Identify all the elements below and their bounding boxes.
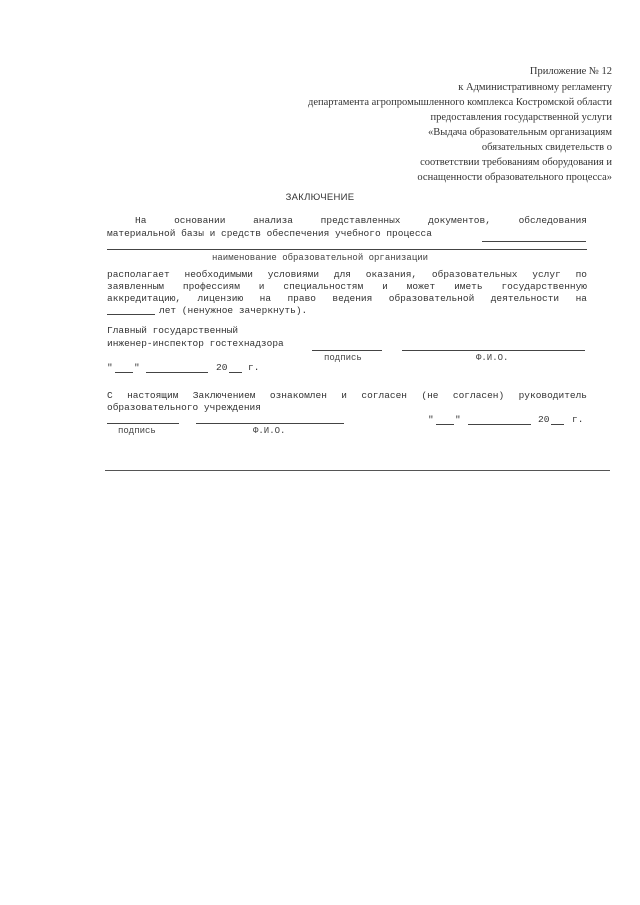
organization-caption: наименование образовательной организации bbox=[212, 253, 429, 263]
header-line-compliance: соответствии требованиям оборудования и bbox=[420, 157, 612, 168]
director-date-day-line bbox=[436, 424, 454, 425]
para2-line1: располагает необходимыми условиями для оказания, образовательных услуг по bbox=[107, 269, 587, 280]
director-signature-caption: подпись bbox=[118, 426, 156, 436]
director-signature-line bbox=[107, 423, 179, 424]
director-date-month-line bbox=[468, 424, 531, 425]
inspector-date-close-quote: " bbox=[134, 362, 140, 373]
para2-line2: заявленным профессиям и специальностям и может иметь государственную bbox=[107, 281, 587, 292]
header-line-equipment: оснащенности образовательного процесса» bbox=[417, 172, 612, 183]
inspector-date-suffix: г. bbox=[248, 362, 260, 373]
inspector-name-line bbox=[402, 350, 585, 351]
director-date-open-quote: " bbox=[428, 414, 434, 425]
header-line-certificates: обязательных свидетельств о bbox=[481, 142, 612, 153]
inspector-date-year: 20 bbox=[216, 362, 228, 373]
director-name-line bbox=[196, 423, 344, 424]
inspector-title-line1: Главный государственный bbox=[107, 325, 239, 336]
inspector-date-year-line bbox=[229, 372, 242, 373]
acknowledgement-line1: С настоящим Заключением ознакомлен и согласен (не согласен) руководитель bbox=[107, 390, 587, 401]
para1-line1: На основании анализа представленных документов, обследования bbox=[135, 215, 587, 226]
para2-line4: лет (ненужное зачеркнуть). bbox=[159, 305, 308, 316]
header-line-service: предоставления государственной услуги bbox=[430, 112, 612, 123]
director-name-caption: Ф.И.О. bbox=[253, 426, 286, 436]
inspector-signature-line bbox=[312, 350, 382, 351]
director-date-year: 20 bbox=[538, 414, 550, 425]
para1-line2: материальной базы и средств обеспечения учебного процесса bbox=[107, 228, 432, 239]
para1-blank-line bbox=[482, 241, 586, 242]
document-title: ЗАКЛЮЧЕНИЕ bbox=[285, 192, 355, 203]
bottom-divider bbox=[105, 470, 610, 471]
header-line-issuance: «Выдача образовательным организациям bbox=[428, 127, 612, 138]
header-line-appendix: Приложение № 12 bbox=[529, 66, 612, 77]
director-date-year-line bbox=[551, 424, 564, 425]
inspector-date-day-line bbox=[115, 372, 133, 373]
inspector-date-month-line bbox=[146, 372, 208, 373]
inspector-date-open-quote: " bbox=[107, 362, 113, 373]
inspector-name-caption: Ф.И.О. bbox=[476, 353, 509, 363]
acknowledgement-line2: образовательного учреждения bbox=[107, 402, 261, 413]
inspector-signature-caption: подпись bbox=[324, 353, 362, 363]
director-date-suffix: г. bbox=[572, 414, 584, 425]
header-line-department: департамента агропромышленного комплекса Костромской области bbox=[307, 97, 612, 108]
organization-name-line bbox=[107, 249, 587, 250]
inspector-title-line2: инженер-инспектор гостехнадзора bbox=[107, 338, 284, 349]
director-date-close-quote: " bbox=[455, 414, 461, 425]
years-blank-line bbox=[107, 314, 155, 315]
header-line-regulation: к Административному регламенту bbox=[458, 82, 612, 93]
para2-line3: аккредитацию, лицензию на право ведения образовательной деятельности на bbox=[107, 293, 587, 304]
